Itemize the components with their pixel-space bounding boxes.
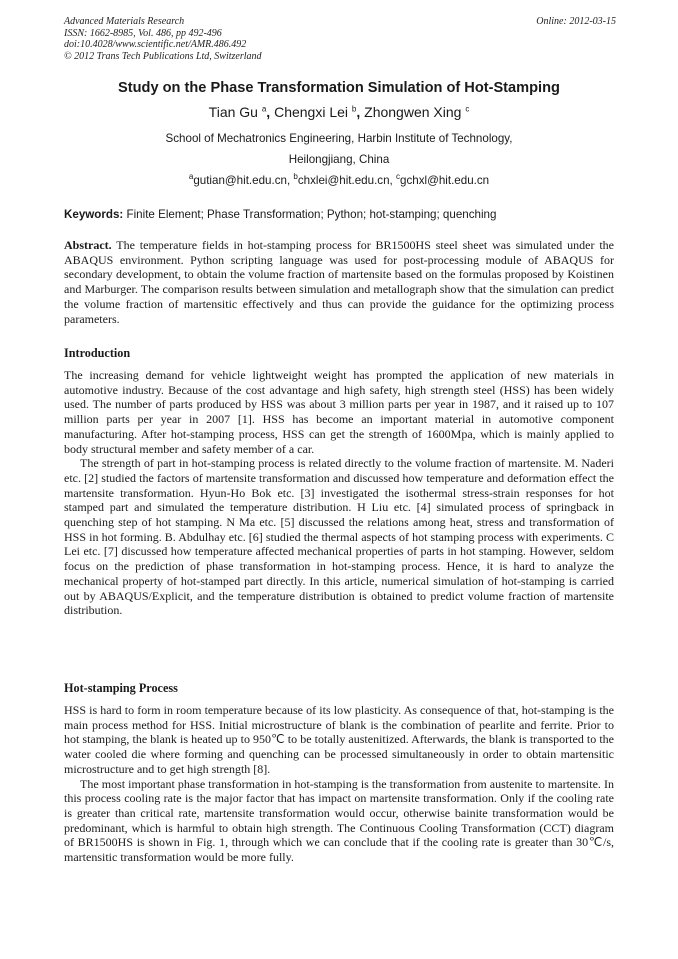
email-address[interactable]: gutian@hit.edu.cn — [193, 174, 287, 187]
paper-title: Study on the Phase Transformation Simulation of Hot-Stamping — [118, 80, 560, 96]
introduction-block — [64, 368, 614, 618]
journal-header — [64, 16, 616, 62]
affiliation-line-1: School of Mechatronics Engineering, Harbin Institute of Technology, — [165, 132, 513, 145]
paragraph: The increasing demand for vehicle lightweight weight has prompted the application of new materials in automotive industry. Because of the cost advantage and high safety, high strength steel (HSS) has been widely used. The number of parts produced by HSS was about 3 million parts per year in 1987, and it raised up to 107 million parts per year in 2007 [1]. HSS has become an important material in automotive component manufacturing. After hot-stamping process, HSS can get the strength of 1600Mpa, which is mainly applied to body structural member and safety member of a car. — [64, 368, 614, 456]
author-mark: c — [465, 104, 470, 114]
email-mark: c — [396, 172, 400, 182]
doi-line: doi:10.4028/www.scientific.net/AMR.486.492 — [64, 39, 247, 50]
keywords-label: Keywords: — [64, 208, 124, 221]
hot-stamping-block — [64, 703, 614, 865]
paragraph: The most important phase transformation in hot-stamping is the transformation from austenite to martensite. In this process cooling rate is the major factor that has impact on martensite transformation. Only if the cooling rate is greater than critical rate, martensite transformation would occur, otherwise bainite transformation would be predominant, which is harmful to obtain high strength. The Continuous Cooling Transformation (CCT) diagram of BR1500HS is shown in Fig. 1, through which we can conclude that if the cooling rate is greater than 30℃/s, martensitic transformation would be more fully. — [64, 776, 614, 865]
journal-name: Advanced Materials Research — [64, 16, 185, 27]
keywords-line — [64, 208, 616, 221]
email-address[interactable]: gchxl@hit.edu.cn — [400, 174, 490, 187]
author-name: Tian Gu — [208, 104, 258, 120]
author-mark: a — [261, 104, 267, 114]
author-name: Chengxi Lei — [274, 104, 349, 120]
author-list: Tian Gu $^a$, Chengxi Lei $^b$, Zhongwen Xing $^c$ — [208, 104, 470, 120]
author-name: Zhongwen Xing — [364, 104, 462, 120]
abstract-block — [64, 238, 614, 326]
section-heading-introduction: Introduction — [64, 346, 131, 360]
email-mark: a — [188, 172, 194, 182]
issn-line: ISSN: 1662-8985, Vol. 486, pp 492-496 — [64, 27, 222, 39]
online-date: Online: 2012-03-15 — [536, 16, 616, 27]
affiliation-line-2: Heilongjiang, China — [288, 153, 390, 166]
email-mark: b — [293, 172, 298, 182]
keywords-text: Finite Element; Phase Transformation; Python; hot-stamping; quenching — [126, 208, 497, 221]
section-heading-hot-stamping: Hot-stamping Process — [64, 681, 178, 695]
abstract-text: The temperature fields in hot-stamping process for BR1500HS steel sheet was simulated under the ABAQUS environment. Python scripting language was used for post-processing module of ABAQUS for secondary development, to obtain the volume fraction of martensite based on the formulas proposed by Koistinen and Marburger. The comparison results between simulation and metallograph show that the simulation can predict the volume fraction of martensitic effectively and thus can provide the guidance for the optimizing process parameters. — [64, 238, 614, 326]
copyright-line: © 2012 Trans Tech Publications Ltd, Switzerland — [64, 50, 262, 62]
email-address[interactable]: chxlei@hit.edu.cn — [297, 174, 390, 187]
email-list: $^a$gutian@hit.edu.cn, $^b$chxlei@hit.edu.cn, $^c$gchxl@hit.edu.cn — [188, 172, 490, 187]
abstract-label: Abstract. — [64, 238, 112, 252]
paragraph: The strength of part in hot-stamping process is related directly to the volume fraction of martensite. M. Naderi etc. [2] studied the factors of martensite transformation and discussed how temperature and deformation effect the martensite transformation. Hyun-Ho Bok etc. [3] investigated the isothermal stress-strain responses for hot stamped part and simulated the temperature distribution. H Liu etc. [4] simulated process of springback in quenching step of hot stamping. N Ma etc. [5] discussed the relations among heat, stress and transformation of HSS in hot forming. B. Abdulhay etc. [6] studied the thermal aspects of hot stamping process with experiments. C Lei etc. [7] discussed how temperature affected mechanical properties of parts in hot stamping. However, seldom focus on the prediction of phase transformation in hot-stamping process. Hence, it is hard to analyze the mechanical property of hot-stamped part directly. In this article, numerical simulation of hot-stamping is carried out by ABAQUS/Explicit, and the temperature distribution is obtained to predict volume fraction of martensite distribution. — [64, 456, 614, 618]
author-mark: b — [351, 104, 357, 114]
paragraph: HSS is hard to form in room temperature because of its low plasticity. As consequence of that, hot-stamping is the main process method for HSS. Initial microstructure of blank is the combination of pearlite and ferrite. Prior to hot stamping, the blank is heated up to 950℃ to be totally austenitized. Afterwards, the blank is transported to the water cooled die where forming and quenching can be processed simultaneously in order to obtain martensitic microstructure and to get high strength [8]. — [64, 703, 614, 776]
